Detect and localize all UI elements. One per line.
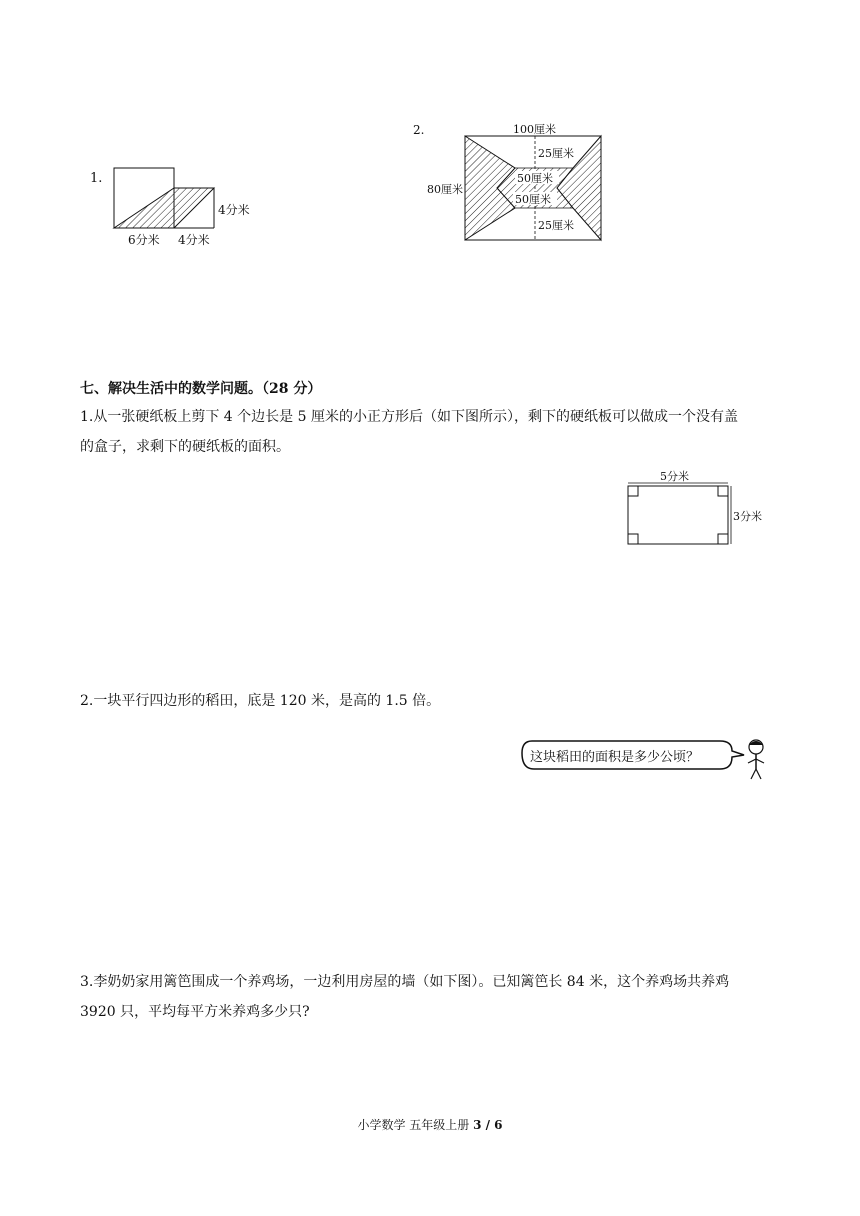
figure-2-mid-lower-label: 50厘米 bbox=[515, 193, 551, 206]
question-2: 2.一块平行四边形的稻田，底是 120 米，是高的 1.5 倍。 bbox=[80, 693, 441, 709]
question-1-line-1: 1.从一张硬纸板上剪下 4 个边长是 5 厘米的小正方形后（如下图所示），剩下的硬纸板可以做成一个没有盖 bbox=[80, 409, 738, 425]
figure-1-base-left-label: 6分米 bbox=[128, 233, 160, 247]
page-footer bbox=[0, 1116, 860, 1133]
figure-2 bbox=[405, 118, 615, 248]
question-3-line-1: 3.李奶奶家用篱笆围成一个养鸡场，一边利用房屋的墙（如下图）。已知篱笆长 84 米，这个养鸡场共养鸡 bbox=[80, 974, 730, 990]
question-3 bbox=[80, 967, 780, 1027]
girl-figure-icon bbox=[748, 740, 764, 779]
figure-2-lower-gap-label: 25厘米 bbox=[538, 219, 574, 232]
figure-1-hatched-parallelogram bbox=[114, 188, 214, 228]
q1-height-label: 3分米 bbox=[733, 510, 762, 523]
question-2-speech-bubble bbox=[520, 735, 782, 785]
q1-corner-tr bbox=[718, 486, 728, 496]
question-3-line-2: 3920 只，平均每平方米养鸡多少只? bbox=[80, 1004, 310, 1020]
q1-corner-br bbox=[718, 534, 728, 544]
figure-2-number: 2. bbox=[413, 123, 425, 137]
section-7-heading: 七、解决生活中的数学问题。（28 分） bbox=[80, 381, 322, 397]
figure-1-height-label: 4分米 bbox=[218, 203, 250, 217]
q1-board bbox=[628, 486, 728, 544]
figure-2-top-label: 100厘米 bbox=[513, 123, 556, 136]
figure-1 bbox=[80, 160, 280, 255]
figure-2-left-label: 80厘米 bbox=[427, 183, 463, 196]
figure-2-upper-gap-label: 25厘米 bbox=[538, 147, 574, 160]
question-1-line-2: 的盒子，求剩下的硬纸板的面积。 bbox=[80, 439, 290, 455]
figure-1-base-right-label: 4分米 bbox=[178, 233, 210, 247]
footer-page-number: 3 / 6 bbox=[473, 1118, 503, 1132]
question-1-figure bbox=[620, 468, 770, 550]
q1-width-label: 5分米 bbox=[660, 470, 689, 483]
figure-1-number: 1. bbox=[90, 171, 103, 186]
q1-corner-tl bbox=[628, 486, 638, 496]
question-1 bbox=[80, 402, 780, 462]
footer-text: 小学数学 五年级上册 bbox=[357, 1118, 474, 1132]
figure-2-mid-upper-label: 50厘米 bbox=[517, 172, 553, 185]
bubble-text: 这块稻田的面积是多少公顷？ bbox=[530, 750, 700, 765]
q1-corner-bl bbox=[628, 534, 638, 544]
